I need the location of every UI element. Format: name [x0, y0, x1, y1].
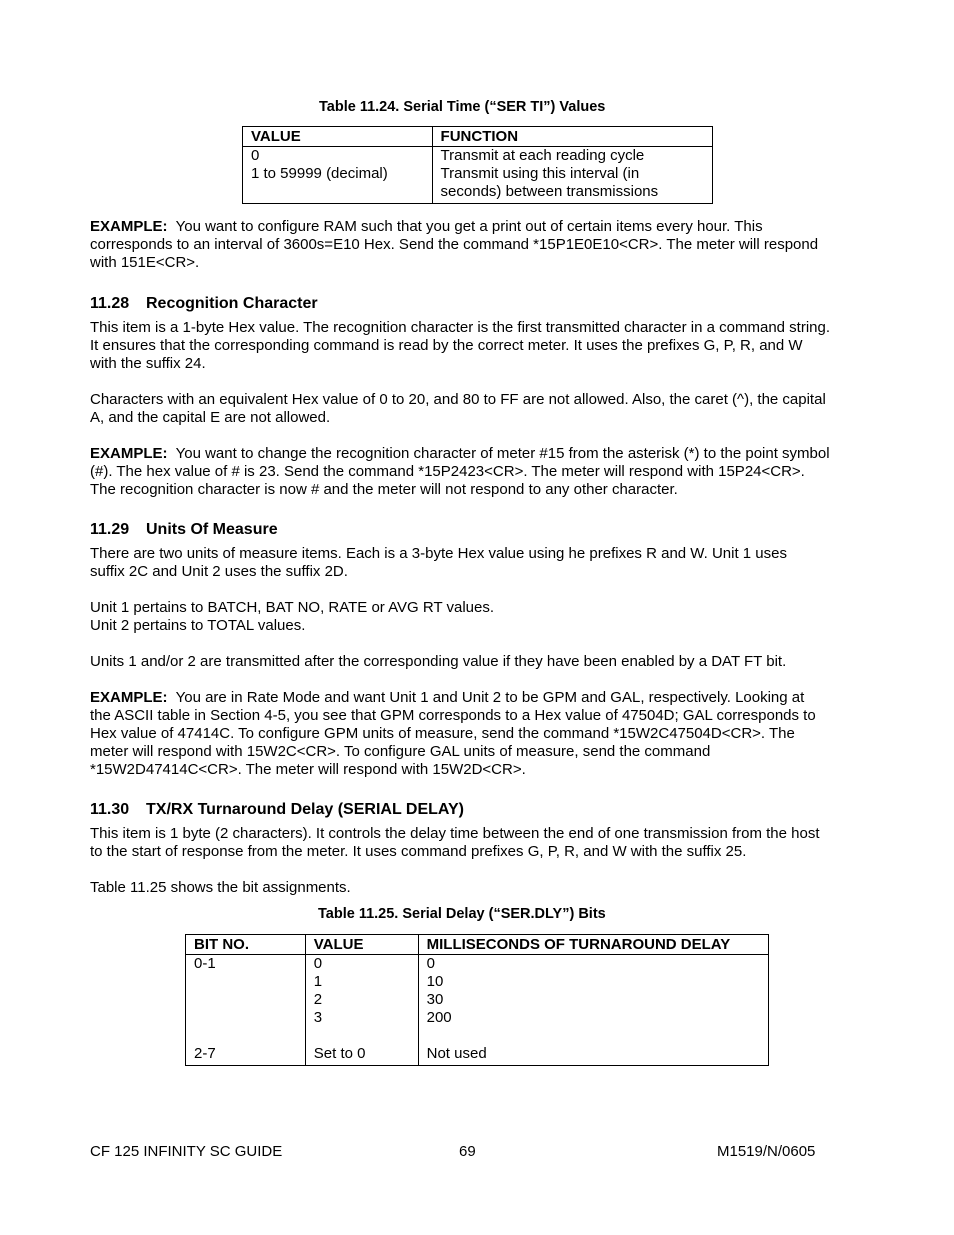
- serial-time-table: [242, 126, 713, 204]
- footer-document-title: CF 125 INFINITY SC GUIDE: [90, 1143, 283, 1160]
- paragraph-line: Unit 2 pertains to TOTAL values.: [90, 617, 306, 634]
- example-line: [90, 689, 870, 707]
- table-11-25-caption: Table 11.25. Serial Delay (“SER.DLY”) Bits: [318, 906, 606, 922]
- cell-line: [194, 973, 297, 991]
- paragraph-line: This item is 1 byte (2 characters). It controls the delay time between the end of one transmission from the host: [90, 825, 820, 842]
- example-line: meter will respond with 15W2C<CR>. To configure GAL units of measure, send the command: [90, 743, 711, 760]
- cell-line: 10: [426, 973, 444, 990]
- cell-line: 0-1: [194, 955, 216, 972]
- paragraph: [90, 545, 870, 581]
- example-line: The recognition character is now # and the meter will not respond to any other character.: [90, 481, 678, 498]
- example-text: You want to configure RAM such that you get a print out of certain items every hour. This: [175, 218, 763, 235]
- example-line: Hex value of 47414C. To configure GPM units of measure, send the command *15W2C47504D<CR>. The: [90, 725, 795, 742]
- cell-line: Transmit using this interval (in: [440, 165, 640, 182]
- example-line: [90, 218, 870, 236]
- paragraph-line: There are two units of measure items. Each is a 3-byte Hex value using he prefixes R and W. Unit 1 uses: [90, 545, 787, 562]
- section-number: 11.28: [90, 295, 130, 312]
- footer-page-number: 69: [459, 1143, 476, 1160]
- cell-line: Set to 0: [313, 1045, 366, 1062]
- cell-line: [427, 1027, 760, 1045]
- example-recognition-character: [90, 445, 870, 499]
- section-heading-11-28: [90, 295, 318, 313]
- column-header-function: FUNCTION: [432, 127, 712, 147]
- cell-line: seconds) between transmissions: [440, 183, 659, 200]
- value-cell: [243, 147, 433, 204]
- section-title: Units Of Measure: [146, 521, 278, 538]
- example-label: EXAMPLE:: [90, 218, 168, 235]
- table-header-row: [186, 935, 769, 955]
- cell-line: 200: [426, 1009, 452, 1026]
- cell-line: 0: [313, 955, 323, 972]
- column-header-bit-no: BIT NO.: [186, 935, 306, 955]
- example-units-of-measure: [90, 689, 870, 779]
- section-number: 11.30: [90, 801, 130, 818]
- paragraph: [90, 319, 870, 373]
- paragraph-line: It ensures that the corresponding command is read by the correct meter. It uses the prefixes G, P, R, and W: [90, 337, 803, 354]
- paragraph-line: Units 1 and/or 2 are transmitted after the corresponding value if they have been enabled by a DAT FT bit.: [90, 653, 787, 670]
- example-serial-time: [90, 218, 870, 272]
- paragraph: [90, 391, 870, 427]
- bit-no-cell: [186, 955, 306, 1066]
- cell-line: 2: [313, 991, 323, 1008]
- paragraph-line: Table 11.25 shows the bit assignments.: [90, 879, 351, 896]
- example-line: corresponds to an interval of 3600s=E10 Hex. Send the command *15P1E0E10<CR>. The meter will respond: [90, 236, 819, 253]
- example-line: [90, 445, 870, 463]
- cell-line: 0: [426, 955, 435, 972]
- paragraph: [90, 653, 870, 671]
- paragraph-line: Unit 1 pertains to BATCH, BAT NO, RATE or AVG RT values.: [90, 599, 495, 616]
- cell-line: 1: [313, 973, 323, 990]
- column-header-milliseconds: MILLISECONDS OF TURNAROUND DELAY: [418, 935, 768, 955]
- cell-line: 30: [426, 991, 444, 1008]
- cell-line: [194, 1027, 297, 1045]
- cell-line: Not used: [426, 1045, 487, 1062]
- table-header-row: [243, 127, 713, 147]
- paragraph-line: Characters with an equivalent Hex value of 0 to 20, and 80 to FF are not allowed. Also, the caret (^), the capital: [90, 391, 826, 408]
- footer-document-code: M1519/N/0605: [717, 1143, 816, 1160]
- section-number: 11.29: [90, 521, 130, 538]
- cell-line: 2-7: [194, 1045, 216, 1062]
- section-title: Recognition Character: [146, 295, 318, 312]
- cell-line: Transmit at each reading cycle: [440, 147, 645, 164]
- cell-line: [194, 991, 297, 1009]
- cell-line: [194, 1009, 297, 1027]
- paragraph-line: suffix 2C and Unit 2 uses the suffix 2D.: [90, 563, 348, 580]
- serial-delay-table: [185, 934, 769, 1066]
- column-header-value: VALUE: [243, 127, 433, 147]
- cell-line: 3: [313, 1009, 323, 1026]
- function-cell: [432, 147, 712, 204]
- cell-line: [314, 1027, 410, 1045]
- table-row: [186, 955, 769, 1066]
- example-line: with 151E<CR>.: [90, 254, 200, 271]
- table-11-24-caption: Table 11.24. Serial Time (“SER TI”) Values: [319, 99, 606, 115]
- cell-line: 1 to 59999 (decimal): [251, 165, 388, 182]
- table-row: [243, 147, 713, 204]
- paragraph-line: with the suffix 24.: [90, 355, 206, 372]
- example-line: (#). The hex value of # is 23. Send the command *15P2423<CR>. The meter will respond with 15P24<CR>.: [90, 463, 805, 480]
- section-title: TX/RX Turnaround Delay (SERIAL DELAY): [146, 801, 464, 818]
- milliseconds-cell: [418, 955, 768, 1066]
- example-label: EXAMPLE:: [90, 445, 168, 462]
- example-text: You are in Rate Mode and want Unit 1 and Unit 2 to be GPM and GAL, respectively. Looking at: [175, 689, 805, 706]
- value-cell: [305, 955, 418, 1066]
- paragraph: [90, 599, 870, 635]
- section-heading-11-29: [90, 521, 278, 539]
- paragraph: [90, 825, 870, 861]
- paragraph: [90, 879, 870, 897]
- example-line: the ASCII table in Section 4-5, you see that GPM corresponds to a Hex value of 47504D; GAL corresponds to: [90, 707, 816, 724]
- example-label: EXAMPLE:: [90, 689, 168, 706]
- cell-line: 0: [251, 147, 260, 164]
- column-header-value: VALUE: [305, 935, 418, 955]
- paragraph-line: to the start of response from the meter. It uses command prefixes G, P, R, and W with the suffix 25.: [90, 843, 747, 860]
- section-heading-11-30: [90, 801, 464, 819]
- paragraph-line: This item is a 1-byte Hex value. The recognition character is the first transmitted character in a command string.: [90, 319, 831, 336]
- paragraph-line: A, and the capital E are not allowed.: [90, 409, 331, 426]
- example-text: You want to change the recognition character of meter #15 from the asterisk (*) to the point symbol: [175, 445, 830, 462]
- example-line: *15W2D47414C<CR>. The meter will respond with 15W2D<CR>.: [90, 761, 526, 778]
